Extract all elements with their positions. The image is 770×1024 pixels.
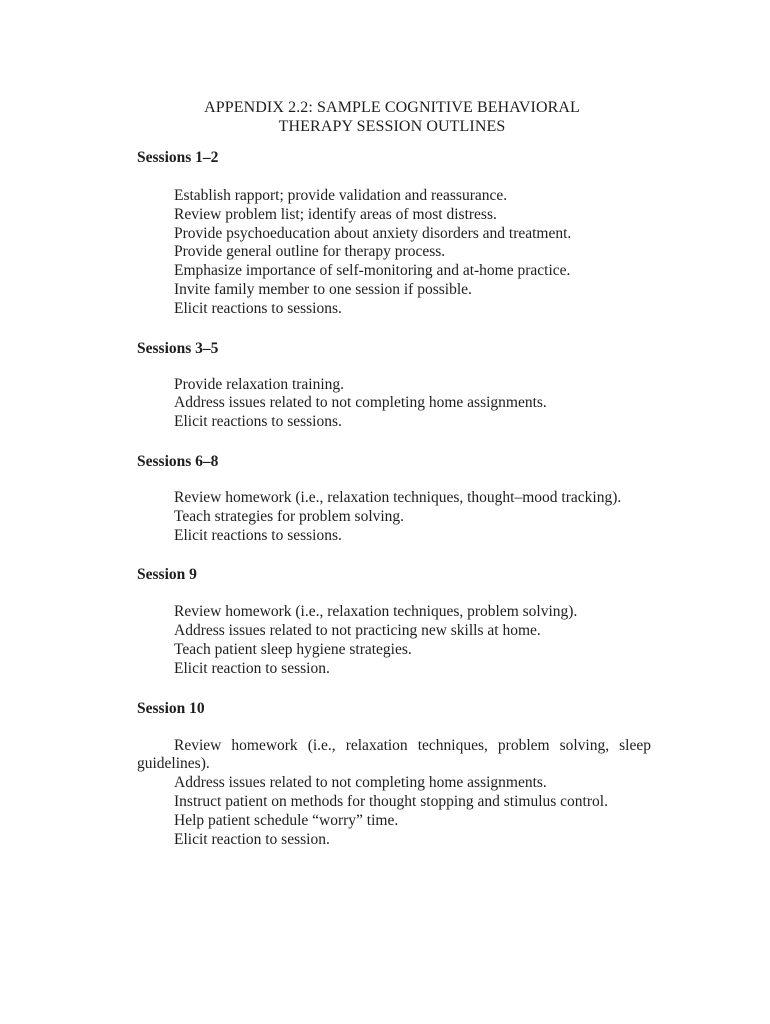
list-item: Elicit reaction to session.	[174, 659, 330, 677]
list-item: Establish rapport; provide validation and reassurance.	[174, 187, 508, 204]
list-item: Review problem list; identify areas of most distress.	[174, 205, 497, 223]
section-sessions-6-8	[137, 452, 651, 545]
list-item: Address issues related to not practicing new skills at home.	[174, 622, 541, 640]
section-heading: Session 9	[137, 566, 197, 584]
section-item-list	[137, 489, 651, 545]
list-item: Teach patient sleep hygiene strategies.	[174, 640, 412, 658]
section-sessions-3-5	[137, 339, 651, 432]
list-item: Help patient schedule “worry” time.	[174, 811, 399, 829]
title-line-2: THERAPY SESSION OUTLINES	[278, 118, 506, 135]
list-item: Address issues related to not completing home assignments.	[174, 774, 547, 792]
section-item-list	[137, 603, 651, 678]
page-title	[133, 98, 651, 136]
list-item: Provide general outline for therapy process.	[174, 243, 446, 261]
section-item-list	[137, 376, 651, 432]
list-item: Review homework (i.e., relaxation techniques, problem solving, sleep guidelines).	[137, 736, 651, 773]
list-item: Elicit reactions to sessions.	[174, 526, 342, 544]
list-item: Teach strategies for problem solving.	[174, 507, 405, 525]
list-item: Address issues related to not completing home assignments.	[174, 394, 547, 412]
list-item: Provide relaxation training.	[174, 375, 345, 393]
section-item-list	[137, 187, 651, 319]
list-item: Elicit reactions to sessions.	[174, 413, 342, 431]
title-line-1: APPENDIX 2.2: SAMPLE COGNITIVE BEHAVIORAL	[204, 99, 580, 116]
list-item: Instruct patient on methods for thought stopping and stimulus control.	[174, 792, 608, 810]
section-sessions-1-2	[137, 148, 651, 319]
section-session-9	[137, 565, 651, 678]
list-item: Review homework (i.e., relaxation techniques, problem solving).	[174, 603, 578, 621]
list-item: Elicit reaction to session.	[174, 830, 330, 848]
list-item: Provide psychoeducation about anxiety disorders and treatment.	[174, 224, 572, 242]
document-page	[137, 98, 651, 849]
section-heading: Session 10	[137, 699, 205, 717]
section-heading: Sessions 3–5	[137, 339, 219, 357]
list-item: Review homework (i.e., relaxation techniques, thought–mood tracking).	[174, 488, 622, 506]
section-heading: Sessions 6–8	[137, 452, 219, 470]
section-item-list	[137, 737, 651, 850]
section-heading: Sessions 1–2	[137, 149, 219, 166]
section-session-10	[137, 699, 651, 850]
list-item: Invite family member to one session if possible.	[174, 280, 472, 298]
list-item: Elicit reactions to sessions.	[174, 299, 342, 317]
list-item: Emphasize importance of self-monitoring and at-home practice.	[174, 262, 571, 280]
